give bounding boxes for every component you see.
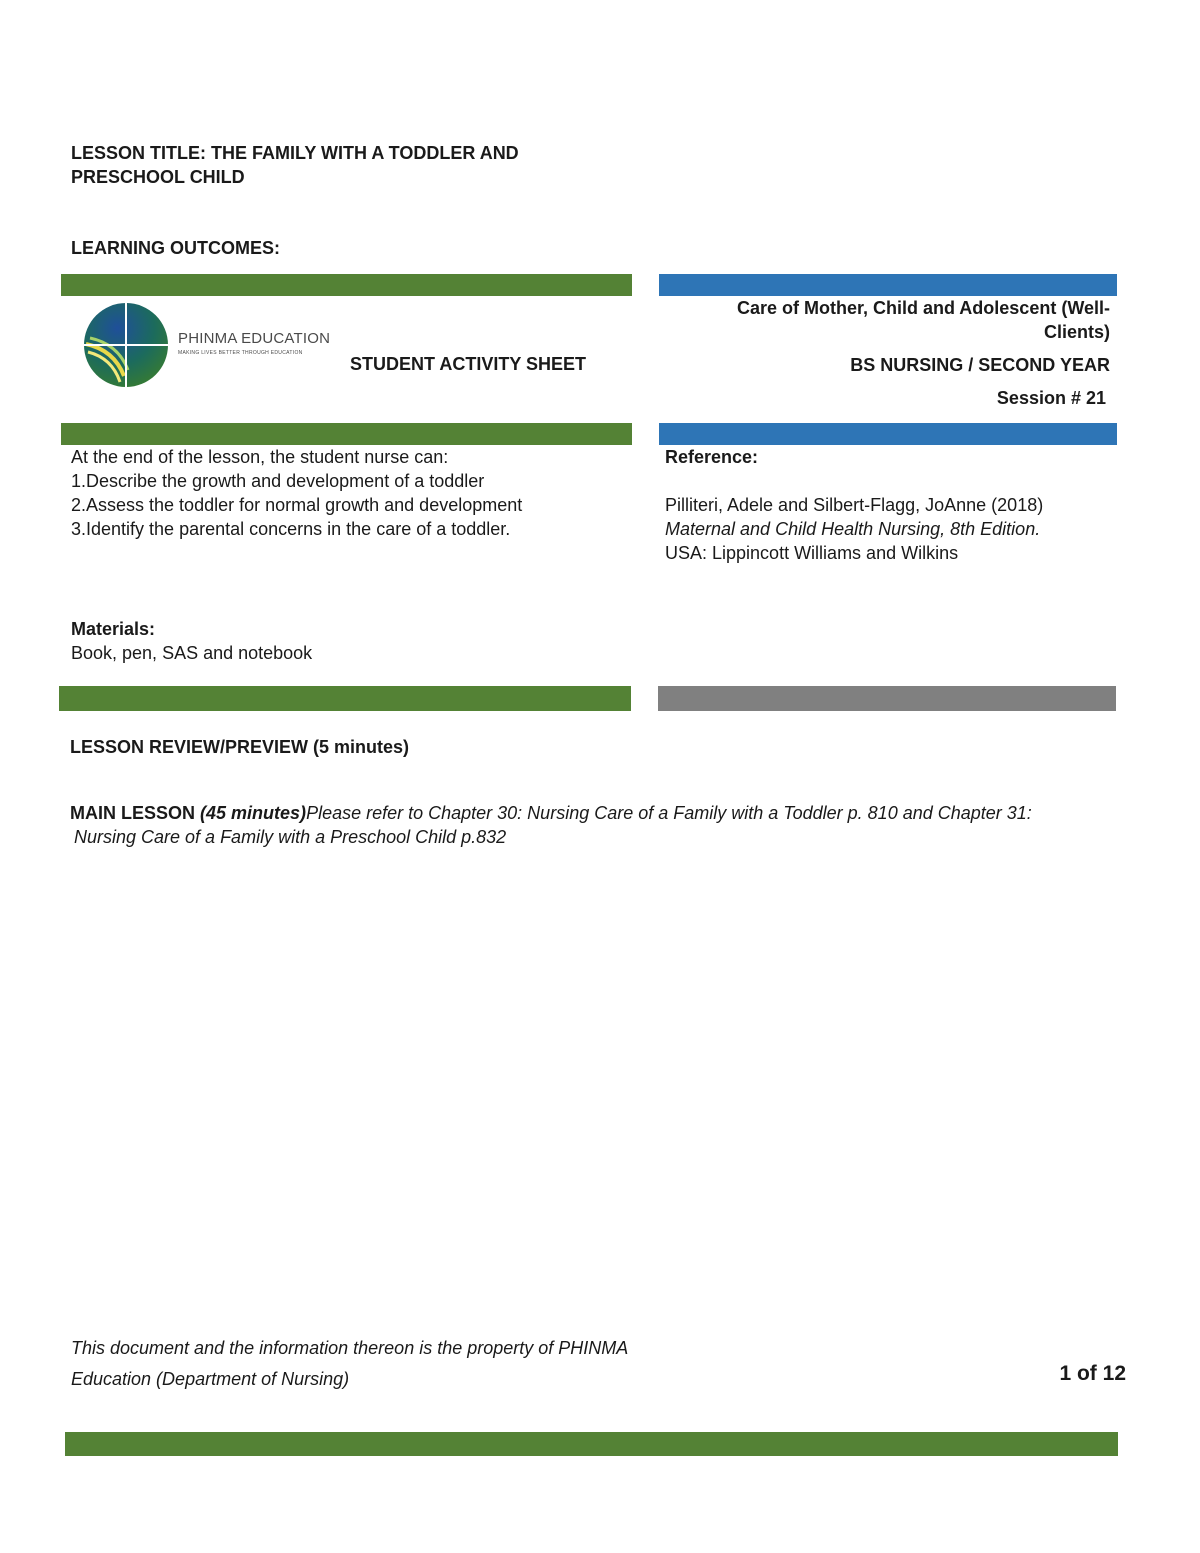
lesson-title-label: LESSON TITLE bbox=[71, 143, 201, 163]
learning-outcomes-heading: LEARNING OUTCOMES: bbox=[71, 238, 280, 258]
main-lesson-line1: Please refer to Chapter 30: Nursing Care of a Family with a Toddler p. 810 and Chapter 31: bbox=[306, 803, 1032, 823]
divider-bar-right bbox=[658, 686, 1116, 711]
logo-tagline: MAKING LIVES BETTER THROUGH EDUCATION bbox=[178, 350, 303, 356]
objective-item: 2.Assess the toddler for normal growth and development bbox=[71, 495, 523, 515]
main-lesson-label: MAIN LESSON bbox=[70, 803, 196, 823]
main-lesson-duration: (45 minutes) bbox=[200, 803, 307, 823]
reference-publisher: USA: Lippincott Williams and Wilkins bbox=[665, 543, 959, 563]
lesson-title-line2: PRESCHOOL CHILD bbox=[71, 167, 245, 187]
page-number: 1 of 12 bbox=[1059, 1362, 1126, 1385]
objectives-intro: At the end of the lesson, the student nurse can: bbox=[71, 447, 449, 467]
course-title bbox=[670, 296, 1110, 344]
lesson-title-line1: THE FAMILY WITH A TODDLER AND bbox=[211, 143, 519, 163]
session-number: Session # 21 bbox=[996, 388, 1106, 408]
objective-item: 1.Describe the growth and development of a toddler bbox=[71, 471, 485, 491]
materials-section bbox=[71, 617, 312, 665]
reference-section bbox=[665, 445, 1125, 565]
materials-items: Book, pen, SAS and notebook bbox=[71, 643, 313, 663]
course-line2: Clients) bbox=[1043, 322, 1110, 342]
phinma-logo bbox=[84, 300, 334, 392]
footer-line2: Education (Department of Nursing) bbox=[71, 1369, 350, 1389]
section-bar-right bbox=[659, 423, 1117, 445]
course-line1: Care of Mother, Child and Adolescent (Well- bbox=[736, 298, 1110, 318]
program-year: BS NURSING / SECOND YEAR bbox=[850, 355, 1110, 375]
main-lesson-line2: Nursing Care of a Family with a Preschool Child p.832 bbox=[74, 827, 507, 847]
header-bar-left bbox=[61, 274, 632, 296]
objective-item: 3.Identify the parental concerns in the care of a toddler. bbox=[71, 519, 511, 539]
footer-line1: This document and the information thereon is the property of PHINMA bbox=[71, 1338, 629, 1358]
footer-notice bbox=[71, 1333, 628, 1395]
section-bar-left bbox=[61, 423, 632, 445]
learning-objectives bbox=[71, 445, 631, 541]
main-lesson bbox=[70, 801, 1130, 849]
lesson-title: LESSON TITLE: THE FAMILY WITH A TODDLER AND PRESCHOOL CHILD bbox=[71, 143, 519, 187]
lesson-review-heading: LESSON REVIEW/PREVIEW (5 minutes) bbox=[70, 737, 410, 757]
header-bar-right bbox=[659, 274, 1117, 296]
reference-heading: Reference: bbox=[665, 447, 759, 467]
student-activity-sheet-label: STUDENT ACTIVITY SHEET bbox=[350, 354, 587, 374]
materials-heading: Materials: bbox=[71, 619, 156, 639]
divider-bar-left bbox=[59, 686, 631, 711]
reference-authors: Pilliteri, Adele and Silbert-Flagg, JoAnne (2018) bbox=[665, 495, 1044, 515]
footer-bar bbox=[65, 1432, 1118, 1456]
logo-brand: PHINMA EDUCATION bbox=[178, 330, 331, 347]
reference-book: Maternal and Child Health Nursing, 8th Edition. bbox=[665, 519, 1041, 539]
